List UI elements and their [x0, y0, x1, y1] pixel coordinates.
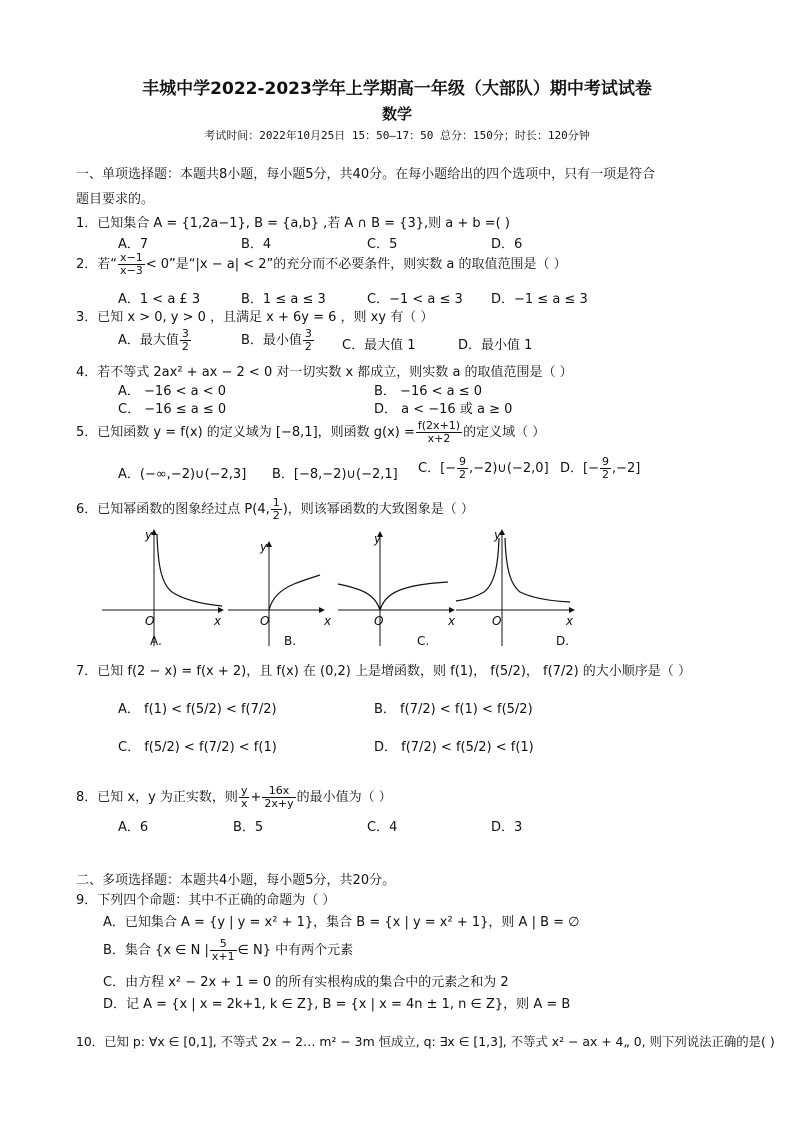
q6-frac-den: 2 — [272, 509, 280, 522]
graph-b — [228, 542, 324, 646]
q5-fraction — [416, 420, 462, 445]
graph-a-label: A. — [150, 634, 162, 648]
q3-option-a — [118, 328, 192, 353]
q3-option-b — [241, 328, 315, 353]
q8-plus: + — [250, 790, 262, 805]
graph-a-x-label: x — [214, 614, 222, 628]
q9-b-den: x+1 — [211, 950, 235, 963]
q5-c-pre: C．[− — [418, 461, 457, 476]
q8-option-a: A．6 — [118, 820, 149, 835]
graph-d-y-label: y — [494, 528, 502, 542]
q4-option-d: D． a < −16 或 a ≥ 0 — [374, 402, 513, 417]
q2-stem — [76, 252, 567, 277]
q5-c-den: 2 — [459, 468, 467, 481]
q1-option-d: D．6 — [491, 237, 523, 252]
q2-stem-post: < 0”是“|x − a| < 2”的充分而不必要条件，则实数 a 的取值范围是（ ） — [145, 257, 567, 272]
q5-d-den: 2 — [601, 468, 609, 481]
q3-a-frac-num: 3 — [181, 327, 189, 340]
q3-b-frac-den: 2 — [304, 340, 312, 353]
q8-stem-pre: 8．已知 x，y 为正实数，则 — [76, 790, 238, 805]
q3-stem: 3．已知 x > 0, y > 0 ，且满足 x + 6y = 6 ，则 xy 有（ ） — [76, 310, 434, 325]
q5-d-pre: D．[− — [560, 461, 599, 476]
q8-f1-num: y — [240, 784, 248, 797]
graph-a-origin: O — [145, 614, 155, 628]
q8-fraction-1 — [239, 785, 250, 810]
graph-b-origin: O — [260, 614, 270, 628]
q4-option-a: A． −16 < a < 0 — [118, 384, 227, 399]
q8-f1-den: x — [240, 797, 248, 810]
q2-option-d: D．−1 ≤ a ≤ 3 — [491, 292, 588, 307]
q7-option-a: A． f(1) < f(5/2) < f(7/2) — [118, 702, 277, 717]
q8-stem-post: 的最小值为（ ） — [296, 790, 392, 805]
graph-c-x-label: x — [448, 614, 456, 628]
q9-b-pre: B．集合 {x ∈ N | — [103, 943, 209, 958]
q9-b-fraction — [210, 938, 237, 963]
graph-c-origin: O — [374, 614, 384, 628]
q4-stem: 4．若不等式 2ax² + ax − 2 < 0 对一切实数 x 都成立，则实数 a 的取值范围是（ ） — [76, 365, 573, 380]
q7-stem: 7．已知 f(2 − x) = f(x + 2)，且 f(x) 在 (0,2) 上是增函数，则 f(1)， f(5/2)， f(7/2) 的大小顺序是（ ） — [76, 664, 691, 679]
q5-stem-pre: 5．已知函数 y = f(x) 的定义域为 [−8,1]，则函数 g(x) = — [76, 425, 415, 440]
graph-d — [456, 530, 574, 646]
q8-f2-den: 2x+y — [264, 797, 294, 810]
q6-stem-pre: 6．已知幂函数的图象经过点 P(4, — [76, 502, 270, 517]
exam-info: 考试时间：2022年10月25日 15：50—17：50 总分：150分；时长：120分钟 — [204, 129, 590, 142]
q6-graphs — [98, 528, 578, 650]
q9-option-d: D．记 A = {x | x = 2k+1, k ∈ Z}, B = {x | x = 4n ± 1, n ∈ Z}，则 A = B — [103, 997, 571, 1012]
graph-b-label: B. — [284, 634, 297, 648]
section1-heading-line2: 题目要求的。 — [76, 192, 155, 207]
q3-option-b-fraction — [303, 328, 314, 353]
q2-option-c: C．−1 < a ≤ 3 — [367, 292, 463, 307]
q1-stem: 1．已知集合 A = {1,2a−1}, B = {a,b} ,若 A ∩ B = {3},则 a + b =( ) — [76, 216, 510, 231]
q8-fraction-2 — [262, 785, 295, 810]
section1-heading-line1: 一、单项选择题：本题共8小题，每小题5分，共40分。在每小题给出的四个选项中，只有一项是符合 — [76, 167, 656, 182]
q2-frac-den: x−3 — [120, 264, 143, 277]
q2-fraction — [118, 252, 145, 277]
q9-b-num: 5 — [210, 938, 237, 951]
q4-option-c: C． −16 ≤ a ≤ 0 — [118, 402, 227, 417]
q5-option-c — [418, 456, 549, 481]
q3-option-b-label: B．最小值 — [241, 333, 302, 348]
q8-option-c: C．4 — [367, 820, 398, 835]
q6-stem — [76, 497, 474, 522]
q5-option-b: B．[−8,−2)∪(−2,1] — [272, 467, 398, 482]
q9-option-c: C．由方程 x² − 2x + 1 = 0 的所有实根构成的集合中的元素之和为 2 — [103, 975, 509, 990]
q2-frac-num: x−1 — [120, 251, 143, 264]
q4-option-b: B． −16 < a ≤ 0 — [374, 384, 483, 399]
q2-stem-pre: 2．若“ — [76, 257, 118, 272]
q2-option-a: A．1 < a £ 3 — [118, 292, 201, 307]
section2-heading: 二、多项选择题：本题共4小题，每小题5分，共20分。 — [76, 873, 396, 888]
graph-a-y-label: y — [145, 528, 153, 542]
q3-b-frac-num: 3 — [304, 327, 312, 340]
q5-option-a: A．(−∞,−2)∪(−2,3] — [118, 467, 247, 482]
graph-c-y-label: y — [374, 532, 382, 546]
q5-c-fraction — [457, 456, 468, 481]
q7-option-b: B． f(7/2) < f(1) < f(5/2) — [374, 702, 533, 717]
subject-title: 数学 — [381, 105, 412, 123]
q3-option-a-label: A．最大值 — [118, 333, 179, 348]
q5-frac-num: f(2x+1) — [417, 419, 461, 432]
graph-b-x-label: x — [324, 614, 332, 628]
q2-option-b: B．1 ≤ a ≤ 3 — [241, 292, 326, 307]
q1-option-c: C．5 — [367, 237, 398, 252]
q6-frac-num: 1 — [272, 496, 280, 509]
q5-d-fraction — [600, 456, 611, 481]
q8-option-d: D．3 — [491, 820, 523, 835]
graph-a — [102, 530, 223, 646]
q3-option-a-fraction — [180, 328, 191, 353]
q9-stem: 9．下列四个命题：其中不正确的命题为（ ） — [76, 893, 336, 908]
q5-stem-post: 的定义域（ ） — [463, 425, 546, 440]
q7-option-d: D． f(7/2) < f(5/2) < f(1) — [374, 740, 534, 755]
q5-stem — [76, 420, 545, 445]
q5-frac-den: x+2 — [427, 432, 451, 445]
q5-d-num: 9 — [601, 455, 609, 468]
q5-d-post: ,−2] — [611, 461, 641, 476]
graph-d-x-label: x — [566, 614, 574, 628]
q9-option-a: A．已知集合 A = {y | y = x² + 1}，集合 B = {x | y = x² + 1}，则 A | B = ∅ — [103, 915, 580, 930]
q3-option-c: C．最大值 1 — [342, 338, 416, 353]
q5-c-post: ,−2)∪(−2,0] — [469, 461, 549, 476]
q8-f2-num: 16x — [262, 785, 295, 798]
graph-c-label: C. — [417, 634, 430, 648]
q1-option-a: A．7 — [118, 237, 149, 252]
graph-b-y-label: y — [260, 540, 268, 554]
q3-option-d: D．最小值 1 — [458, 338, 533, 353]
q6-fraction — [271, 497, 282, 522]
exam-title: 丰城中学2022-2023学年上学期高一年级（大部队）期中考试试卷 — [142, 79, 652, 99]
graph-d-label: D. — [556, 634, 570, 648]
q8-option-b: B．5 — [233, 820, 264, 835]
q9-b-post: ∈ N} 中有两个元素 — [237, 943, 354, 958]
graph-d-origin: O — [492, 614, 502, 628]
graph-c — [338, 532, 454, 646]
q5-c-num: 9 — [459, 455, 467, 468]
q7-option-c: C． f(5/2) < f(7/2) < f(1) — [118, 740, 277, 755]
q9-option-b — [103, 938, 353, 963]
q6-stem-post: )，则该幂函数的大致图象是（ ） — [282, 502, 474, 517]
q1-option-b: B．4 — [241, 237, 272, 252]
q3-a-frac-den: 2 — [181, 340, 189, 353]
q8-stem — [76, 785, 392, 810]
q10-stem: 10．已知 p: ∀x ∈ [0,1], 不等式 2x − 2… m² − 3m 恒成立, q: ∃x ∈ [1,3], 不等式 x² − ax + 4„ 0, 则下列说法正确的是( ) — [76, 1034, 775, 1049]
q5-option-d — [560, 456, 640, 481]
